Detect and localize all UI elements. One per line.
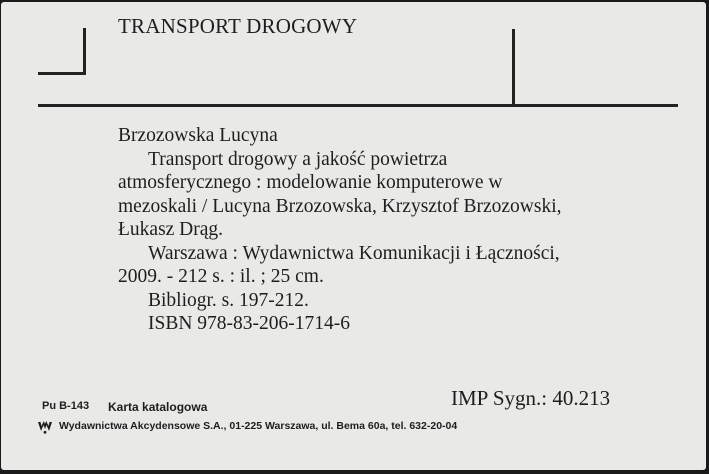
author-line: Brzozowska Lucyna [118, 125, 278, 146]
printer-address: Wydawnictwa Akcydensowe S.A., 01-225 Warszawa, ul. Bema 60a, tel. 632-20-04 [59, 420, 458, 432]
corner-mark-vertical [83, 28, 86, 75]
horizontal-rule [38, 104, 678, 107]
bibliographic-entry [118, 124, 678, 336]
isbn-line: ISBN 978-83-206-1714-6 [148, 313, 351, 334]
title-line: mezoskali / Lucyna Brzozowska, Krzysztof Brzozowski, [118, 195, 562, 217]
physical-description-line: 2009. - 212 s. : il. ; 25 cm. [118, 266, 324, 287]
call-number: IMP Sygn.: 40.213 [451, 386, 611, 410]
card-form-id: Pu B-143 [42, 400, 90, 412]
vertical-rule [512, 29, 515, 106]
bibliography-note: Bibliogr. s. 197-212. [148, 289, 309, 311]
corner-mark-horizontal [38, 72, 86, 75]
printer-footer [37, 418, 457, 434]
title-line: Transport drogowy a jakość powietrza [148, 148, 448, 170]
publisher-line: Warszawa : Wydawnictwa Komunikacji i Łączności, [148, 242, 560, 264]
printer-logo-icon [37, 418, 53, 434]
card-type-label: Karta katalogowa [108, 400, 208, 414]
subject-heading: TRANSPORT DROGOWY [118, 14, 358, 38]
title-line: Łukasz Drąg. [118, 219, 224, 240]
catalog-card [1, 2, 706, 470]
title-line: atmosferycznego : modelowanie komputerowe w [118, 172, 503, 193]
